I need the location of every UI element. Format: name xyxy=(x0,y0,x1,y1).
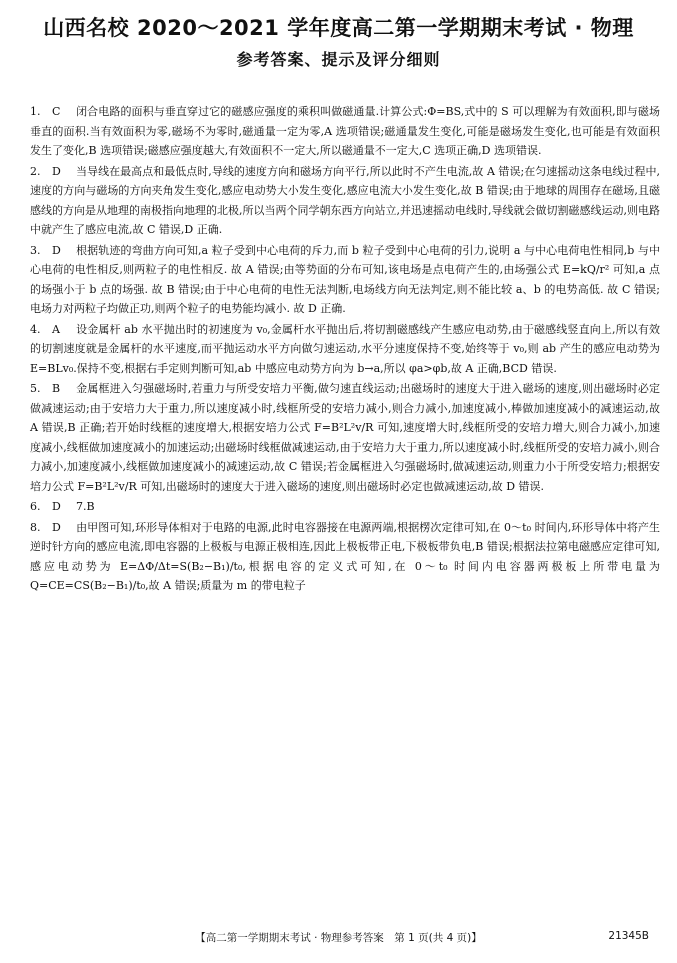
answer-choice: D xyxy=(52,500,61,513)
answer-item-5 xyxy=(30,379,660,496)
answer-choice: A xyxy=(52,322,60,336)
answer-explanation: 当导线在最高点和最低点时,导线的速度方向和磁场方向平行,所以此时不产生电流,故 A 错误;在匀速摇动这条电线过程中,速度的方向与磁场的方向夹角发生变化,感应电动势大小发生变化,感应电流大小发生变化,故 B 错误;由于地球的周围存在磁场,且磁感线的方向是从地理的南极指向地理的北极,所以当两个同学朝东西方向站立,并迅速摇动电线时,导线就会做切割磁感线运动,则电路中就产生了感应电流,故 C 错误,D 正确. xyxy=(30,164,660,236)
answer-list xyxy=(30,102,660,597)
answer-choice: B xyxy=(52,382,61,395)
answer-choice: D xyxy=(52,243,61,257)
page-title: 山西名校 2020～2021 学年度高二第一学期期末考试 · 物理 xyxy=(43,16,634,40)
answer-item-6-7 xyxy=(30,497,660,517)
answer-number: 6. xyxy=(30,500,41,513)
answer-explanation: 7.B xyxy=(76,500,95,513)
answer-number: 1. xyxy=(30,105,41,118)
answer-number: 4. xyxy=(30,322,41,336)
answer-item-8 xyxy=(30,518,660,596)
footer-code: 21345B xyxy=(608,930,649,942)
answer-explanation: 金属框进入匀强磁场时,若重力与所受安培力平衡,做匀速直线运动;出磁场时的速度大于进入磁场的速度,则出磁场时必定做减速运动;由于安培力大于重力,所以速度减小时,线框所受的安培力减小,则合力减小,加速度减小,棒做加速度减小的减速运动,故 A 错误,B 正确;若开始时线框的速度增大,根据安培力公式 F=B²L²v/R 可知,速度增大时,线框所受的安培力增大,则合力减小,加速度减小,线框做加速度减小的加速运动;出磁场时线框做减速运动,由于安培力大于重力,所以速度减小时,线框所受的安培力减小,则合力减小,加速度减小,线框做加速度减小的减速运动,故 C 错误;若金属框进入匀强磁场时,做减速运动,则重力小于所受安培力;根据安培力公式 F=B²L²v/R 可知,出磁场时的速度大于进入磁场的速度,则出磁场时必定也做减速运动,故 D 错误. xyxy=(30,382,660,493)
answer-number: 2. xyxy=(30,164,41,178)
answer-item-1 xyxy=(30,102,660,161)
answer-number: 8. xyxy=(30,520,41,534)
answer-choice: D xyxy=(52,164,61,178)
answer-number: 3. xyxy=(30,243,41,257)
answer-choice: C xyxy=(52,105,61,118)
answer-choice: D xyxy=(52,520,61,534)
page-footer xyxy=(0,930,677,950)
answer-explanation: 闭合电路的面积与垂直穿过它的磁感应强度的乘积叫做磁通量.计算公式:Φ=BS,式中的 S 可以理解为有效面积,即与磁场垂直的面积.当有效面积为零,磁场不为零时,磁通量一定为零,A 选项错误;磁通量发生变化,可能是磁场发生变化,也可能是有效面积发生了变化,B 选项错误;磁感应强度越大,有效面积不一定大,所以磁通量不一定大,C 选项正确,D 选项错误. xyxy=(30,105,660,157)
answer-item-3 xyxy=(30,241,660,319)
answer-item-2 xyxy=(30,162,660,240)
footer-page-info: 【高二第一学期期末考试 · 物理参考答案 第 1 页(共 4 页)】 xyxy=(195,932,482,944)
answer-explanation: 根据轨迹的弯曲方向可知,a 粒子受到中心电荷的斥力,而 b 粒子受到中心电荷的引力,说明 a 与中心电荷电性相同,b 与中心电荷的电性相反,则两粒子的电性相反. 故 A 错误;由等势面的分布可知,该电场是点电荷产生的,由场强公式 E=kQ/r² 可知,a 点的场强小于 b 点的场强. 故 B 错误;由于中心电荷的电性无法判断,电场线方向无法判定,则不能比较 a、b 的电势高低. 故 C 错误;电场力对两粒子均做正功,则两个粒子的电势能均减小. 故 D 正确. xyxy=(30,243,660,315)
answer-explanation: 设金属杆 ab 水平抛出时的初速度为 v₀,金属杆水平抛出后,将切割磁感线产生感应电动势,由于磁感线竖直向上,所以有效的切割速度就是金属杆的水平速度,而平抛运动水平方向做匀速运动,水平分速度保持不变,始终等于 v₀,则 ab 产生的感应电动势为 E=BLv₀.保持不变,根据右手定则判断可知,ab 中感应电动势方向为 b→a,所以 φa>φb,故 A 正确,BCD 错误. xyxy=(30,322,660,375)
answer-item-4 xyxy=(30,320,660,379)
answer-number: 5. xyxy=(30,382,41,395)
page-subtitle: 参考答案、提示及评分细则 xyxy=(236,50,441,69)
answer-explanation: 由甲图可知,环形导体相对于电路的电源,此时电容器接在电源两端,根据楞次定律可知,在 0～t₀ 时间内,环形导体中将产生逆时针方向的感应电流,即电容器的上极板与电源正极相连,因此上极板带正电,下极板带负电,B 错误;根据法拉第电磁感应定律可知,感应电动势为 E=ΔΦ/Δt=S(B₂−B₁)/t₀,根据电容的定义式可知,在 0～t₀ 时间内电容器两极板上所带电量为 Q=CE=CS(B₂−B₁)/t₀,故 A 错误;质量为 m 的带电粒子 xyxy=(30,520,660,592)
